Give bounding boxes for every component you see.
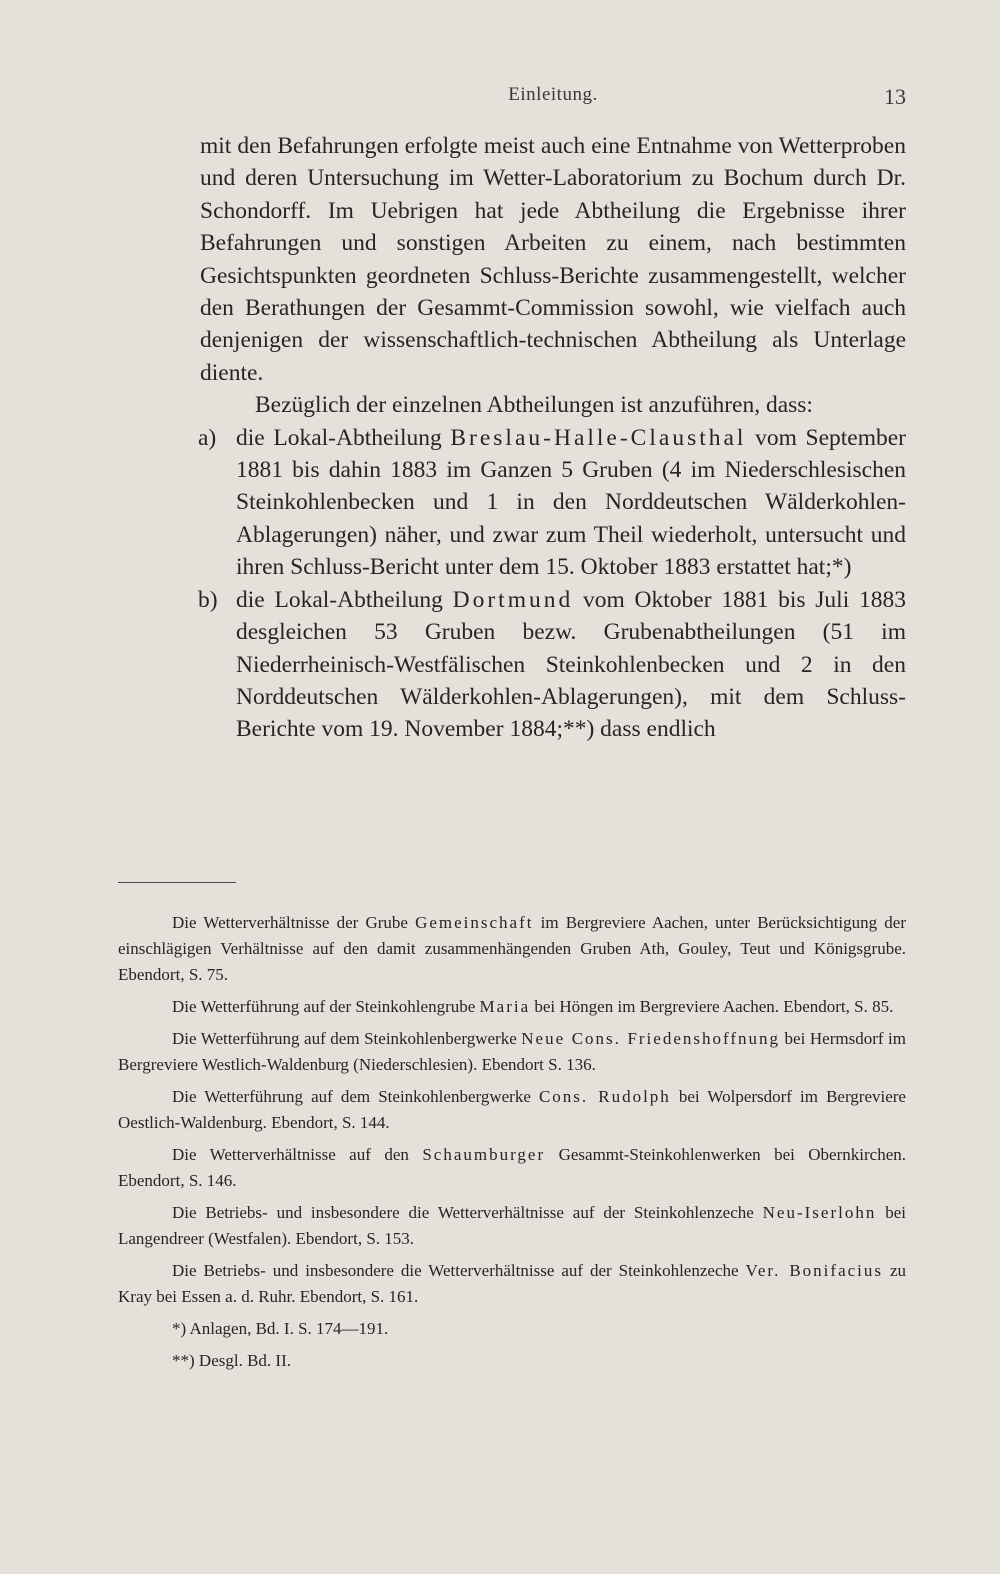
text-run: Die Wetterführung auf dem Steinkohlenbergwerke — [172, 1087, 539, 1106]
list-item-b — [198, 584, 906, 746]
spaced-name: Cons. Rudolph — [538, 1087, 671, 1106]
text-run: Die Wetterführung auf der Steinkohlengrube — [172, 997, 480, 1016]
footnote-entry — [118, 1026, 906, 1078]
list-item-a — [198, 422, 906, 584]
spaced-name: Dortmund — [452, 586, 574, 613]
spaced-name: Breslau-Halle-Clausthal — [450, 424, 747, 451]
reference-note: **) Desgl. Bd. II. — [172, 1351, 291, 1370]
text-run: Gesammt-Steinkohlenwerken bei Obernkirchen. Ebendort, S. 146. — [118, 1145, 906, 1190]
text-run: im Bergreviere Aachen, unter Berücksichtigung der einschlägigen Verhältnisse auf den damit zusammenhängenden Gruben Ath, Gouley, Teut und Königsgrube. Ebendort, S. 75. — [118, 913, 906, 984]
footnote-entry — [118, 1142, 906, 1194]
text-run: die Lokal-Abtheilung — [236, 586, 453, 613]
list-item-text — [236, 422, 906, 584]
footnote-entry — [118, 1258, 906, 1310]
list-item-text — [236, 584, 906, 746]
spaced-name: Neu-Iserlohn — [762, 1203, 877, 1222]
text-run: bei Wolpersdorf im Bergreviere Oestlich-Waldenburg. Ebendort, S. 144. — [118, 1087, 906, 1132]
footnote-entry — [118, 1084, 906, 1136]
text-run: bei Hermsdorf im Bergreviere Westlich-Waldenburg (Niederschlesien). Ebendort S. 136. — [118, 1029, 907, 1074]
text-run: Die Wetterverhältnisse der Grube — [172, 913, 416, 932]
reference-note: *) Anlagen, Bd. I. S. 174—191. — [172, 1319, 389, 1338]
page-header — [200, 84, 906, 114]
list-marker: a) — [198, 424, 217, 451]
text-run: vom Oktober 1881 bis Juli 1883 desgleichen 53 Gruben bezw. Grubenabtheilungen (51 im Niederrheinisch-Westfälischen Steinkohlenbecken und 2 in den Norddeutschen Wälderkohlen-Ablagerungen), mit dem Schluss-Berichte vom 19. November 1884;**) dass endlich — [236, 586, 906, 743]
page-number: 13 — [884, 84, 906, 109]
text-run: bei Langendreer (Westfalen). Ebendort, S. 153. — [118, 1203, 906, 1248]
spaced-name: Maria — [479, 997, 531, 1016]
footnote-entry — [118, 1200, 906, 1252]
list-marker: b) — [198, 586, 218, 613]
footnote-entry — [118, 910, 906, 988]
spaced-name: Gemeinschaft — [415, 913, 534, 932]
spaced-name: Ver. Bonifacius — [745, 1261, 883, 1280]
text-run: zu Kray bei Essen a. d. Ruhr. Ebendort, S. 161. — [118, 1261, 906, 1306]
running-title: Einleitung. — [508, 84, 598, 105]
text-run: bei Höngen im Bergreviere Aachen. Ebendort, S. 85. — [530, 997, 894, 1016]
paragraph: mit den Befahrungen erfolgte meist auch eine Entnahme von Wetterproben und deren Untersuchung im Wetter-Laboratorium zu Bochum durch Dr. Schondorff. Im Uebrigen hat jede Abtheilung die Ergebnisse ihrer Befahrungen und sonstigen Arbeiten zu einem, nach bestimmten Gesichtspunkten geordneten Schluss-Berichte zusammengestellt, welcher den Berathungen der Gesammt-Commission sowohl, wie vielfach auch denjenigen der wissenschaftlich-technischen Abtheilung als Unterlage diente. — [200, 133, 906, 386]
footnote-entry — [118, 994, 906, 1020]
text-run: Die Betriebs- und insbesondere die Wetterverhältnisse auf der Steinkohlenzeche — [172, 1203, 763, 1222]
text-run: Die Betriebs- und insbesondere die Wetterverhältnisse auf der Steinkohlenzeche — [172, 1261, 746, 1280]
text-run: Die Wetterführung auf dem Steinkohlenbergwerke — [172, 1029, 522, 1048]
paragraph: Bezüglich der einzelnen Abtheilungen ist anzuführen, dass: — [255, 392, 813, 419]
main-text — [200, 130, 906, 746]
text-run: die Lokal-Abtheilung — [236, 424, 451, 451]
footnotes — [118, 910, 906, 1380]
spaced-name: Neue Cons. Friedenshoffnung — [521, 1029, 781, 1048]
text-run: vom September 1881 bis dahin 1883 im Ganzen 5 Gruben (4 im Niederschlesischen Steinkohlenbecken und 1 in den Norddeutschen Wälderkohlen-Ablagerungen) näher, und zwar zum Theil wiederholt, untersucht und ihren Schluss-Bericht unter dem 15. Oktober 1883 erstattet hat;*) — [236, 424, 907, 581]
spaced-name: Schaumburger — [422, 1145, 546, 1164]
footnote-divider — [118, 882, 236, 883]
text-run: Die Wetterverhältnisse auf den — [172, 1145, 423, 1164]
